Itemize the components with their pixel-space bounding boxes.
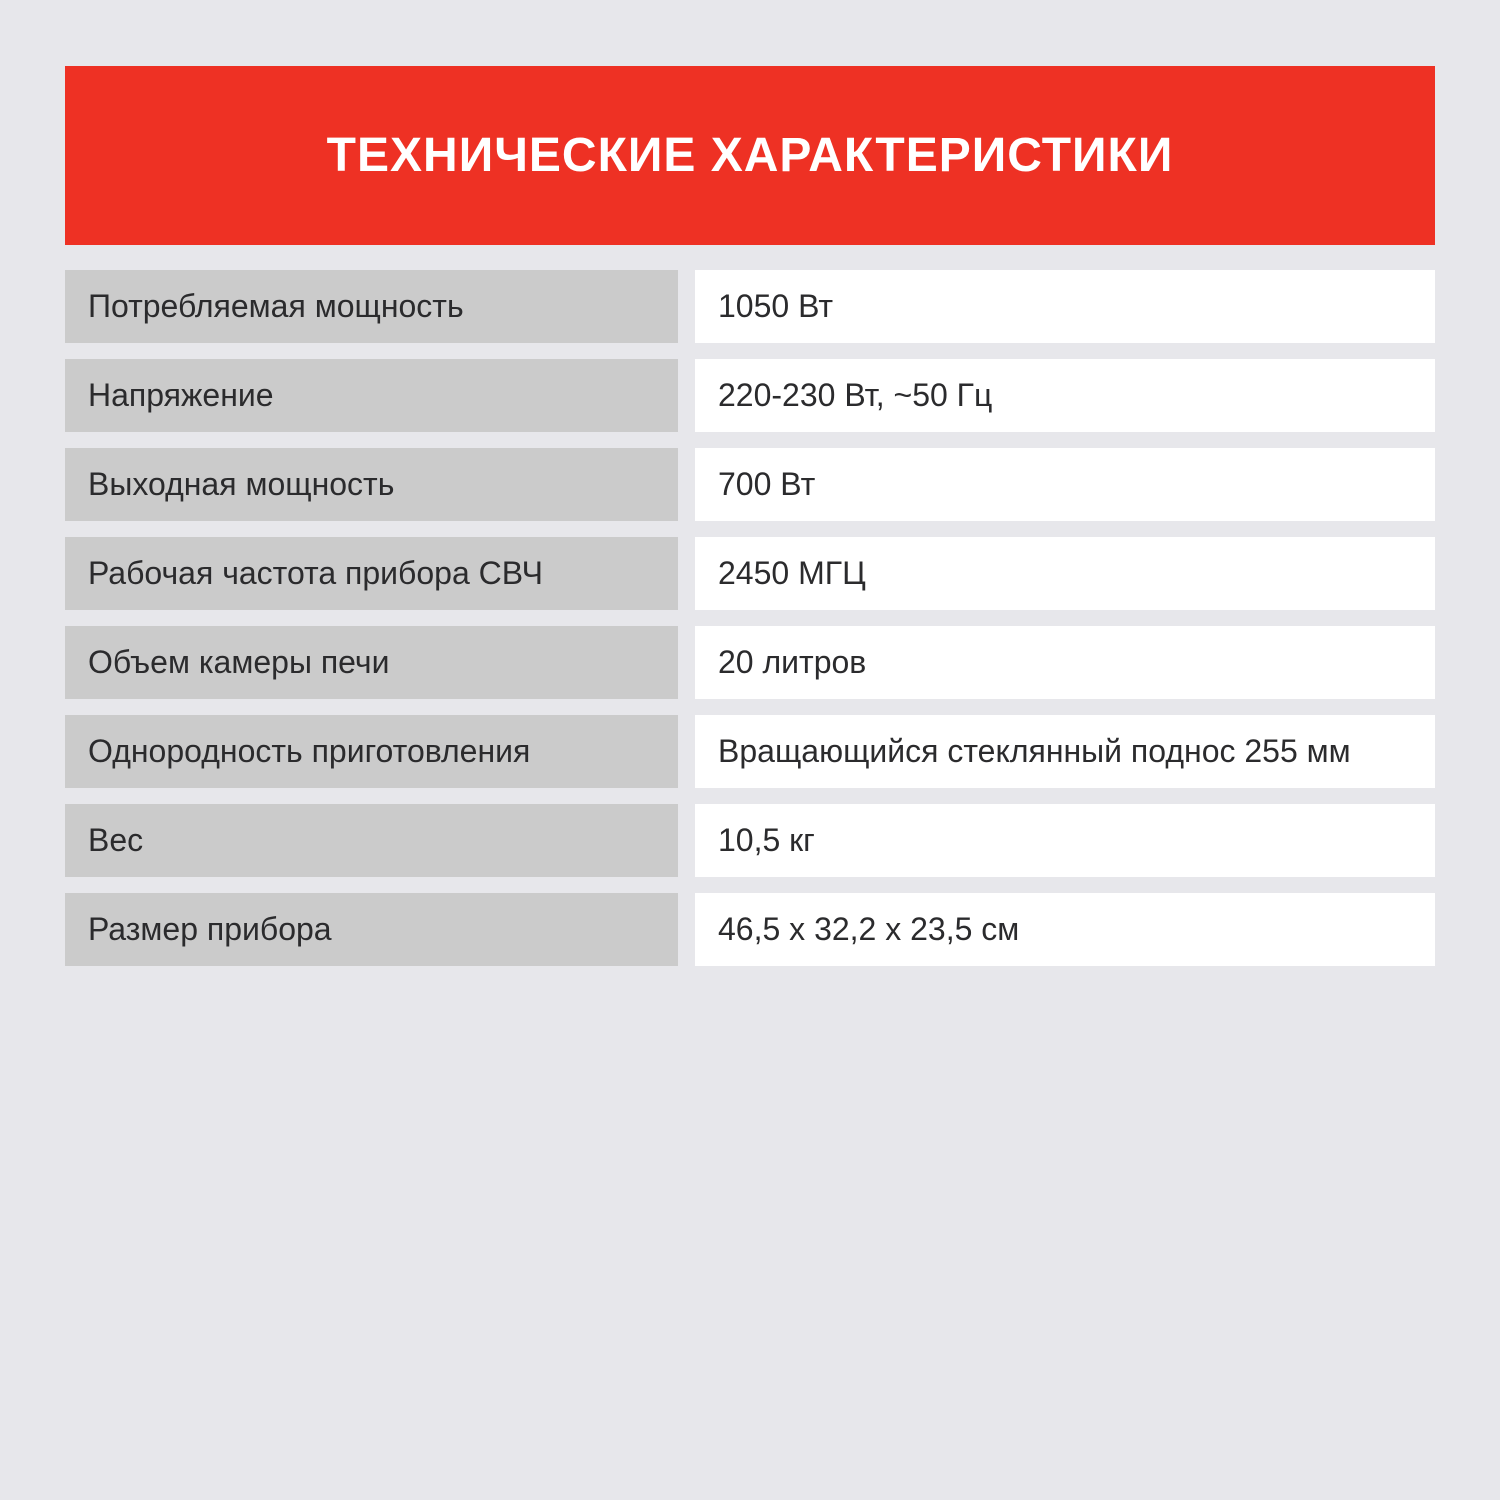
title-banner bbox=[65, 66, 1435, 245]
table-row bbox=[65, 270, 1435, 343]
table-row bbox=[65, 715, 1435, 788]
table-row bbox=[65, 448, 1435, 521]
spec-value: Вращающийся стеклянный поднос 255 мм bbox=[695, 715, 1435, 788]
spec-label: Рабочая частота прибора СВЧ bbox=[65, 537, 678, 610]
spec-label: Вес bbox=[65, 804, 678, 877]
spec-value: 700 Вт bbox=[695, 448, 1435, 521]
spec-value: 1050 Вт bbox=[695, 270, 1435, 343]
table-row bbox=[65, 537, 1435, 610]
spec-value: 10,5 кг bbox=[695, 804, 1435, 877]
table-row bbox=[65, 893, 1435, 966]
table-row bbox=[65, 804, 1435, 877]
page-title: ТЕХНИЧЕСКИЕ ХАРАКТЕРИСТИКИ bbox=[326, 129, 1174, 182]
spec-label: Выходная мощность bbox=[65, 448, 678, 521]
spec-value: 220-230 Вт, ~50 Гц bbox=[695, 359, 1435, 432]
table-row bbox=[65, 359, 1435, 432]
spec-label: Однородность приготовления bbox=[65, 715, 678, 788]
spec-value: 2450 МГЦ bbox=[695, 537, 1435, 610]
spec-label: Объем камеры печи bbox=[65, 626, 678, 699]
spec-label: Размер прибора bbox=[65, 893, 678, 966]
spec-table bbox=[65, 270, 1435, 966]
spec-label: Напряжение bbox=[65, 359, 678, 432]
spec-value: 20 литров bbox=[695, 626, 1435, 699]
spec-value: 46,5 x 32,2 x 23,5 см bbox=[695, 893, 1435, 966]
spec-label: Потребляемая мощность bbox=[65, 270, 678, 343]
table-row bbox=[65, 626, 1435, 699]
